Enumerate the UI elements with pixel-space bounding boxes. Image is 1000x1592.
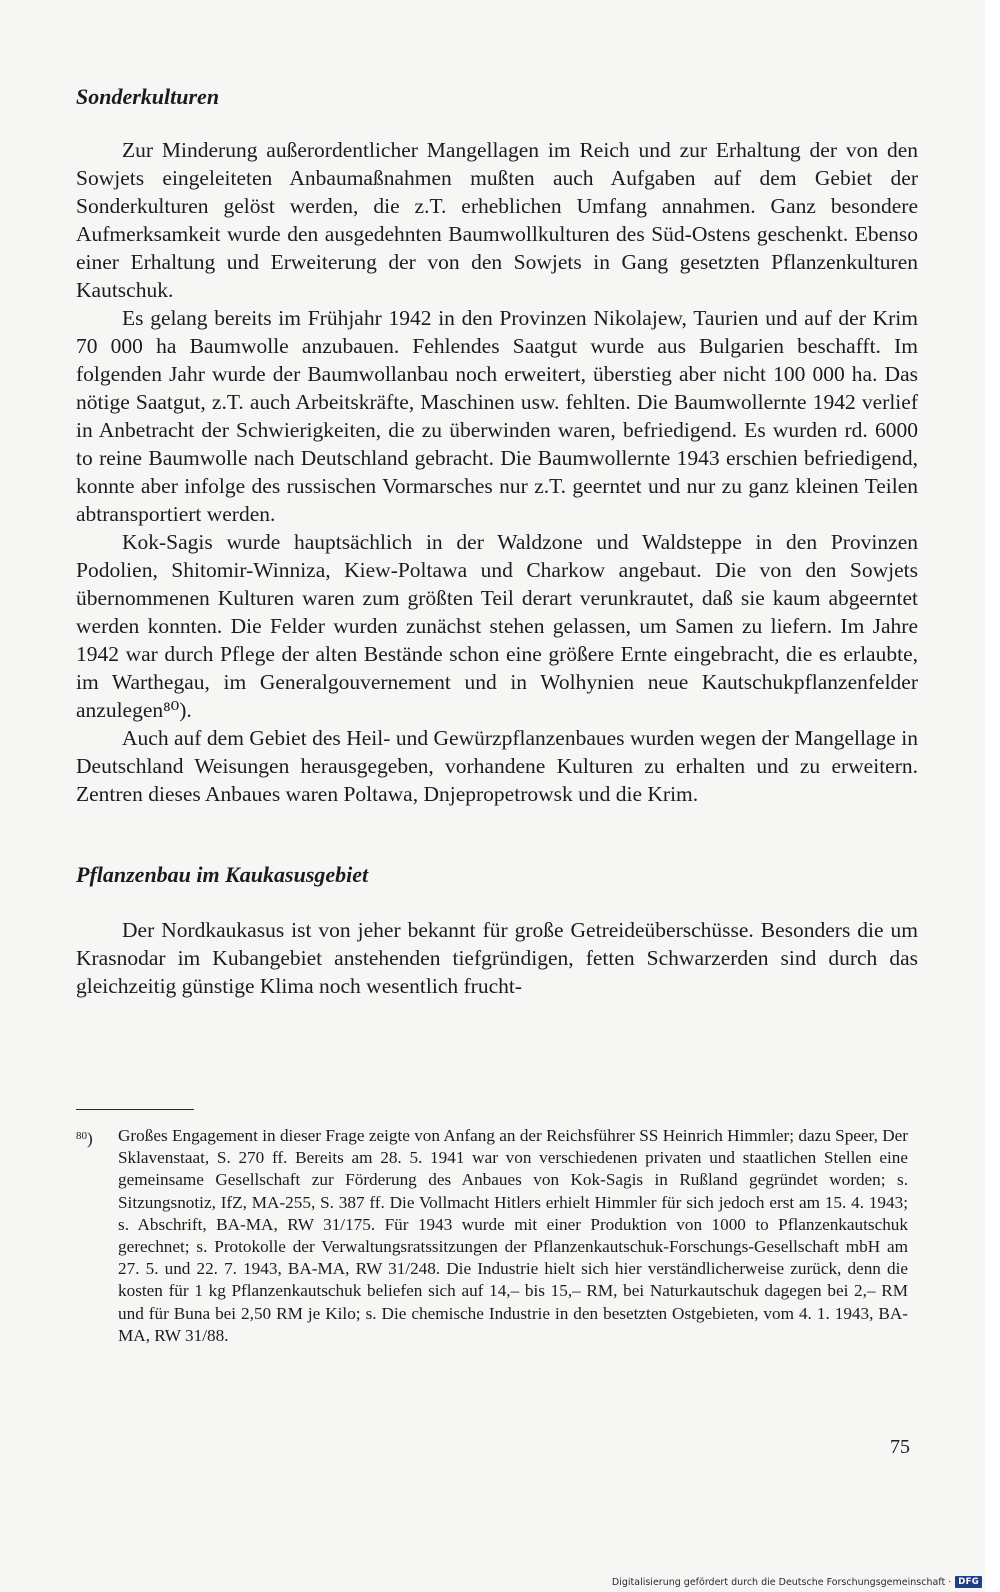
paragraph: Auch auf dem Gebiet des Heil- und Gewürzpflanzenbaues wurden wegen der Mangellage in Deutschland Weisungen herausgegeben, vorhandene Kulturen zu erhalten und zu erweitern. Zentren dieses Anbaues waren Poltawa, Dnjepropetrowsk und die Krim. — [76, 726, 918, 806]
credit-text: Digitalisierung gefördert durch die Deutsche Forschungsgemeinschaft · — [611, 1576, 952, 1588]
paragraph: Es gelang bereits im Frühjahr 1942 in den Provinzen Nikolajew, Taurien und auf der Krim 70 000 ha Baumwolle anzubauen. Fehlendes Saatgut wurde aus Bulgarien beschafft. Im folgenden Jahr wurde der Baumwollanbau noch erweitert, überstieg aber nicht 100 000 ha. Das nötige Saatgut, z.T. auch Arbeitskräfte, Maschinen usw. fehlten. Die Baumwollernte 1942 verlief in Anbetracht der Schwierigkeiten, die zu überwinden waren, befriedigend. Es wurden rd. 6000 to reine Baumwolle nach Deutschland gebracht. Die Baumwollernte 1943 erschien befriedigend, konnte aber infolge des russischen Vormarsches nur z.T. geerntet und nur zu ganz kleinen Teilen abtransportiert werden. — [76, 306, 918, 526]
page-number: 75 — [890, 1436, 910, 1458]
section-heading-sonderkulturen: Sonderkulturen — [76, 84, 220, 109]
footnote-divider — [76, 1109, 194, 1110]
footnote-number: $^{80}$) — [76, 1129, 93, 1148]
footnotes — [76, 1125, 908, 1347]
footnote-number-value: 80 — [76, 1130, 87, 1142]
footnote — [76, 1125, 908, 1347]
digitization-credit — [612, 1576, 982, 1588]
paragraph: Zur Minderung außerordentlicher Mangellagen im Reich und zur Erhaltung der von den Sowjets eingeleiteten Anbaumaßnahmen mußten auch Aufgaben auf dem Gebiet der Sonderkulturen gelöst werden, die z.T. erheblichen Umfang annahmen. Ganz besondere Aufmerksamkeit wurde den ausgedehnten Baumwollkulturen des Süd-Ostens geschenkt. Ebenso einer Erhaltung und Erweiterung der von den Sowjets in Gang gesetzten Pflanzenkulturen Kautschuk. — [76, 138, 918, 302]
section-heading-pflanzenbau-kaukasus: Pflanzenbau im Kaukasusgebiet — [76, 862, 369, 887]
paragraph: Der Nordkaukasus ist von jeher bekannt für große Getreideüberschüsse. Besonders die um Krasnodar im Kubangebiet anstehenden tiefgründigen, fetten Schwarzerden sind durch das gleichzeitig günstige Klima noch wesentlich frucht- — [76, 918, 918, 998]
page-margin — [985, 0, 1000, 1592]
dfg-logo: DFG — [955, 1576, 982, 1588]
footnote-text: Großes Engagement in dieser Frage zeigte von Anfang an der Reichsführer SS Heinrich Himmler; dazu Speer, Der Sklavenstaat, S. 270 ff. Bereits am 28. 5. 1941 war von verschiedenen privaten und staatlichen Stellen eine gemeinsame Gesellschaft zur Förderung des Anbaues von Kok-Sagis in Rußland gegründet worden; s. Sitzungsnotiz, IfZ, MA-255, S. 387 ff. Die Vollmacht Hitlers erhielt Himmler für sich jedoch erst am 15. 4. 1943; s. Abschrift, BA-MA, RW 31/175. Für 1943 wurde mit einer Produktion von 1000 to Pflanzenkautschuk gerechnet; s. Protokolle der Verwaltungsratssitzungen der Pflanzenkautschuk-Forschungs-Gesellschaft mbH am 27. 5. und 22. 7. 1943, BA-MA, RW 31/248. Die Industrie hielt sich hier verständlicherweise zurück, denn die kosten für 1 kg Pflanzenkautschuk beliefen sich auf 14,– bis 15,– RM, bei Naturkautschuk dagegen bei 2,– RM und für Buna bei 2,50 RM je Kilo; s. Die chemische Industrie in den besetzten Ostgebieten, vom 4. 1. 1943, BA-MA, RW 31/88. — [118, 1126, 908, 1345]
paragraph: Kok-Sagis wurde hauptsächlich in der Waldzone und Waldsteppe in den Provinzen Podolien, Shitomir-Winniza, Kiew-Poltawa und Charkow angebaut. Die von den Sowjets übernommenen Kulturen waren zum größten Teil derart verunkrautet, daß sie kaum abgeerntet werden konnten. Die Felder wurden zunächst stehen gelassen, um Samen zu liefern. Im Jahre 1942 war durch Pflege der alten Bestände schon eine größere Ernte eingebracht, die es erlaubte, im Warthegau, im Generalgouvernement und in Wolhynien neue Kautschukpflanzenfelder anzulegen⁸⁰). — [76, 530, 918, 722]
main-text — [76, 82, 918, 1000]
